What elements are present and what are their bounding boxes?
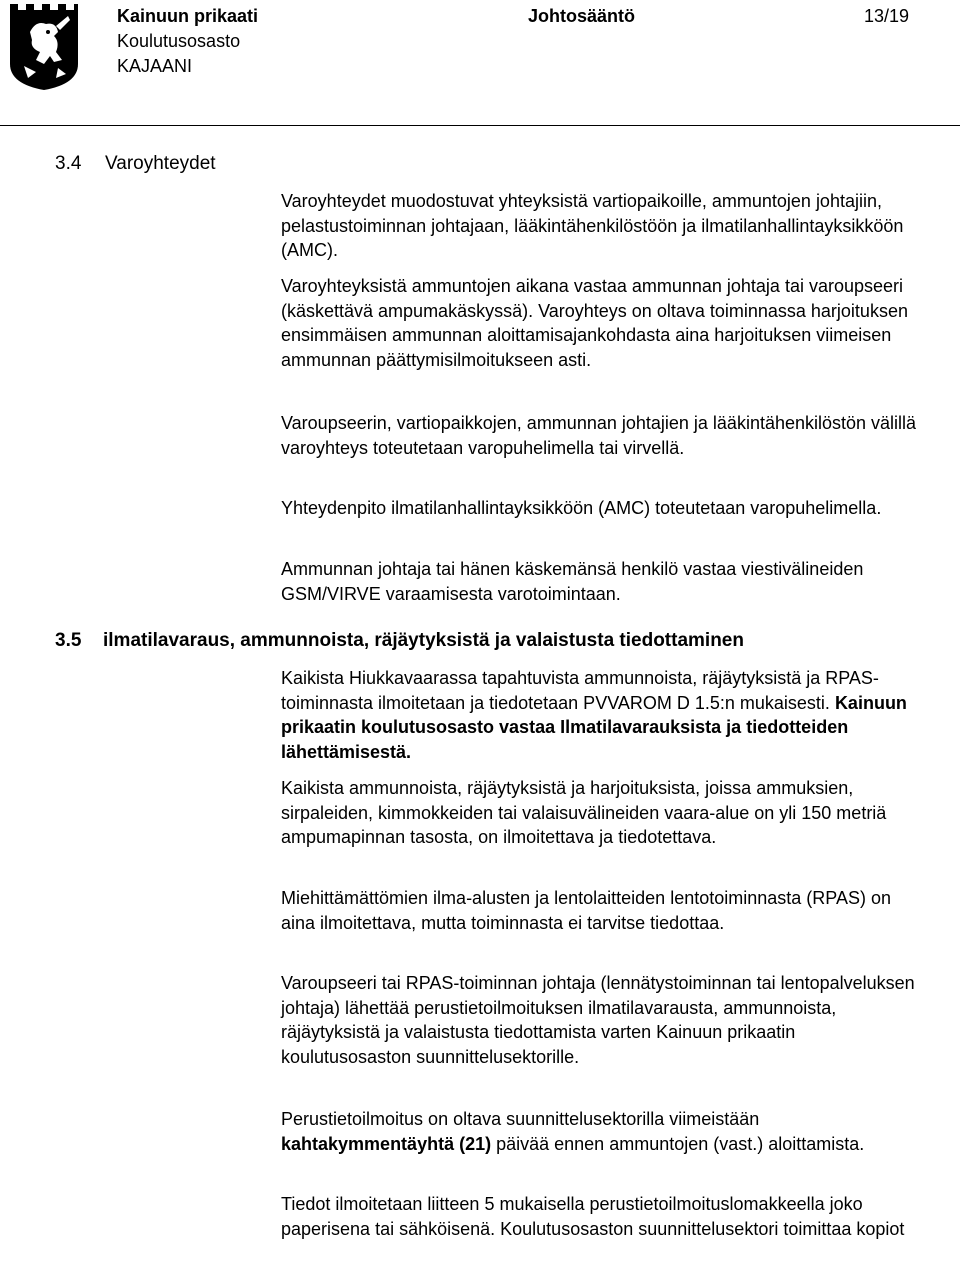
- paragraph: Kaikista Hiukkavaarassa tapahtuvista ammunnoista, räjäytyksistä ja RPAS-toiminnasta ilmoitetaan ja tiedotetaan PVVAROM D 1.5:n mukaisesti. Kainuun prikaatin koulutusosasto vastaa Ilmatilavarauksista ja tiedotteiden lähettämisestä.: [281, 668, 907, 762]
- paragraph: Kaikista ammunnoista, räjäytyksistä ja harjoituksista, joissa ammuksien, sirpaleiden, kimmokkeiden tai valaisuvälineiden vaara-alue on yli 150 metriä ampumapinnan tasosta, on ilmoitettava ja tiedotettava.: [281, 778, 887, 847]
- header-unit: Koulutusosasto: [117, 31, 241, 51]
- paragraph: Varoyhteyksistä ammuntojen aikana vastaa ammunnan johtaja tai varoupseeri (käskettävä ampumakäskyssä). Varoyhteys on oltava toiminnassa harjoituksen ensimmäisen ammunnan aloittamisajankohdasta aina harjoituksen viimeisen ammunnan päättymisilmoitukseen asti.: [281, 276, 908, 370]
- header-divider: [0, 125, 960, 126]
- paragraph: Yhteydenpito ilmatilanhallintayksikköön (AMC) toteutetaan varopuhelimella.: [281, 498, 882, 518]
- section-heading: [55, 628, 955, 654]
- paragraph: Varoupseeri tai RPAS-toiminnan johtaja (lennätystoiminnan tai lentopalveluksen johtaja) lähettää perustietoilmoituksen ilmatilavarausta, ammunnoista, räjäytyksistä ja valaistusta tiedottamista varten Kainuun prikaatin koulutusosaston suunnittelusektorille.: [281, 973, 915, 1067]
- paragraph: Ammunnan johtaja tai hänen käskemänsä henkilö vastaa viestivälineiden GSM/VIRVE varaamisesta varotoimintaan.: [281, 559, 864, 604]
- paragraph: Tiedot ilmoitetaan liitteen 5 mukaisella perustietoilmoituslomakkeella joko paperisena tai sähköisenä. Koulutusosaston suunnittelusektori toimittaa kopiot: [281, 1194, 905, 1239]
- header-city: KAJAANI: [117, 56, 193, 76]
- header-org: Kainuun prikaati: [117, 6, 259, 26]
- paragraph: Varoupseerin, vartiopaikkojen, ammunnan johtajien ja lääkintähenkilöstön välillä varoyhteys toteutetaan varopuhelimella tai virvellä.: [281, 413, 917, 458]
- section-number: 3.5: [55, 630, 82, 651]
- section-title: ilmatilavaraus, ammunnoista, räjäytyksistä ja valaistusta tiedottaminen: [103, 630, 744, 651]
- header-doc-type: Johtosääntö: [528, 6, 636, 26]
- paragraph: Varoyhteydet muodostuvat yhteyksistä vartiopaikoille, ammuntojen johtajiin, pelastustoiminnan johtajaan, lääkintähenkilöstöön ja ilmatilanhallintayksikköön (AMC).: [281, 191, 904, 260]
- coat-of-arms-logo: [6, 2, 82, 92]
- section-heading: [55, 151, 935, 177]
- section-number: 3.4: [55, 153, 82, 174]
- section-title: Varoyhteydet: [105, 153, 216, 174]
- header-page-number: 13/19: [864, 6, 910, 26]
- paragraph: Miehittämättömien ilma-alusten ja lentolaitteiden lentotoiminnasta (RPAS) on aina ilmoitettava, mutta toiminnasta ei tarvitse tiedottaa.: [281, 888, 891, 933]
- paragraph: Perustietoilmoitus on oltava suunnittelusektorilla viimeistään kahtakymmentäyhtä (21) päivää ennen ammuntojen (vast.) aloittamista.: [281, 1109, 865, 1154]
